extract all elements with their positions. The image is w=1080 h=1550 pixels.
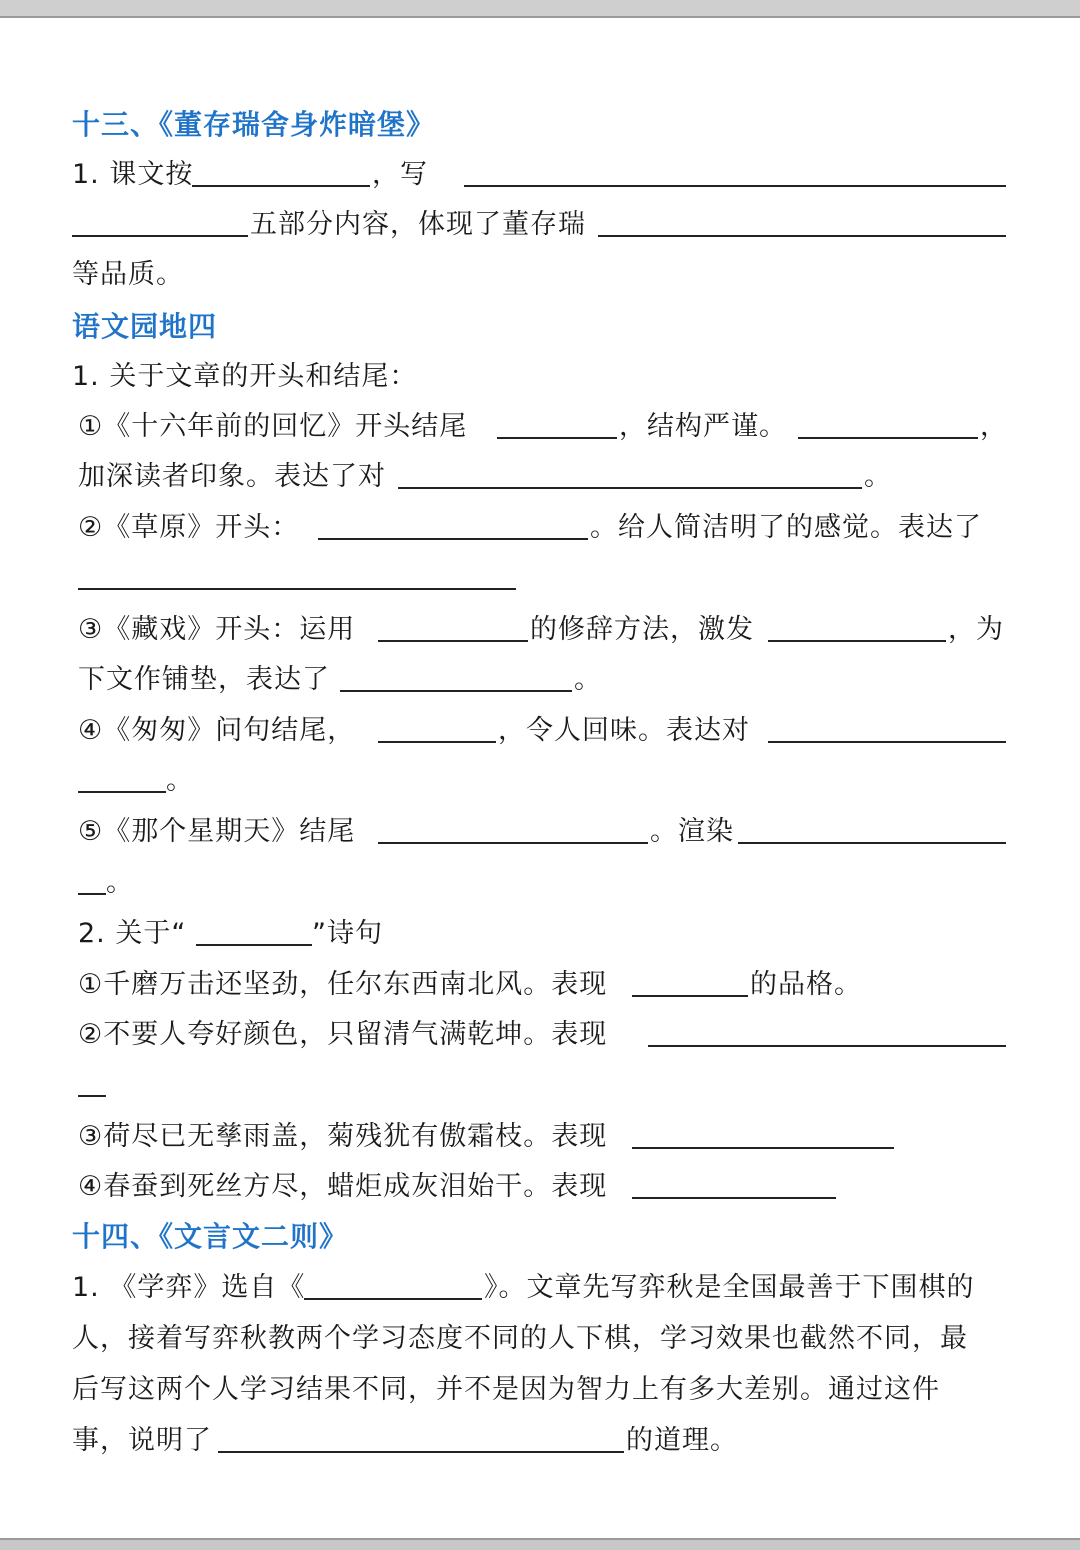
g4-q1-i1-blank-2[interactable] xyxy=(798,410,978,444)
g4-q2-text-2: ”诗句 xyxy=(312,918,383,949)
g4-q1-i5-text-2: 。渲染 xyxy=(650,816,734,847)
g4-q1-i4-text-2: ，令人回味。表达对 xyxy=(498,715,750,746)
s14-q1-text-2: 》。文章先写弈秋是全国最善于下围棋的 xyxy=(484,1272,975,1303)
g4-q1-i2-text-2: 。给人简洁明了的感觉。表达了 xyxy=(590,512,982,543)
s13-q1-blank-3[interactable] xyxy=(72,208,248,242)
g4-q1-i4-text-1: ④《匆匆》问句结尾， xyxy=(78,715,356,746)
section-14-heading: 十四、《文言文二则》 xyxy=(72,1220,349,1253)
g4-q1-title: 1. 关于文章的开头和结尾： xyxy=(72,361,418,392)
g4-q2-i2-blank-1[interactable] xyxy=(648,1018,1006,1052)
s13-q1-blank-2[interactable] xyxy=(464,158,1006,192)
g4-q1-i1-text-2: ，结构严谨。 xyxy=(619,411,787,442)
g4-q1-i3-blank-1[interactable] xyxy=(378,613,528,647)
bottom-edge-bar xyxy=(0,1538,1080,1550)
g4-q1-i3-text-3: ，为 xyxy=(948,614,1004,645)
s14-q1-text-4: 的道理。 xyxy=(626,1425,738,1456)
g4-q1-i1-text-5: 。 xyxy=(864,461,892,492)
g4-q1-i5-text-3: 。 xyxy=(106,867,134,898)
g4-q1-i1-text-3: ， xyxy=(980,411,1008,442)
g4-q2-i2-blank-2[interactable] xyxy=(78,1068,106,1102)
g4-q2-i1-text-1: ①千磨万击还坚劲，任尔东西南北风。表现 xyxy=(78,969,608,1000)
g4-q1-i3-blank-3[interactable] xyxy=(340,663,572,697)
g4-q1-i5-blank-2[interactable] xyxy=(738,815,1006,849)
g4-q1-i1-blank-3[interactable] xyxy=(398,460,862,494)
s14-q1-line-3: 后写这两个人学习结果不同，并不是因为智力上有多大差别。通过这件 xyxy=(72,1374,940,1405)
g4-q1-i1-text-1: ①《十六年前的回忆》开头结尾 xyxy=(78,411,468,442)
g4-q1-i3-text-4: 下文作铺垫，表达了 xyxy=(78,664,330,695)
s14-q1-line-2: 人，接着写弈秋教两个学习态度不同的人下棋，学习效果也截然不同，最 xyxy=(72,1323,968,1354)
g4-q2-text-1: 2. 关于“ xyxy=(78,918,187,949)
s14-q1-text-3: 事，说明了 xyxy=(72,1425,212,1456)
g4-q1-i5-text-1: ⑤《那个星期天》结尾 xyxy=(78,816,356,847)
section-13-heading: 十三、《董存瑞舍身炸暗堡》 xyxy=(72,108,436,141)
g4-q2-i3-text-1: ③荷尽已无孳雨盖，菊残犹有傲霜枝。表现 xyxy=(78,1121,608,1152)
g4-q1-i3-text-5: 。 xyxy=(574,664,602,695)
s13-q1-text-4: 等品质。 xyxy=(72,259,184,290)
g4-q2-i1-blank-1[interactable] xyxy=(632,968,748,1002)
g4-q1-i4-text-3: 。 xyxy=(166,765,194,796)
g4-q2-i3-blank-1[interactable] xyxy=(632,1120,894,1154)
g4-q2-i2-text-1: ②不要人夸好颜色，只留清气满乾坤。表现 xyxy=(78,1019,608,1050)
g4-q2-i4-blank-1[interactable] xyxy=(632,1170,836,1204)
g4-q1-i4-blank-1[interactable] xyxy=(378,714,496,748)
g4-q1-i3-blank-2[interactable] xyxy=(768,613,946,647)
g4-q1-i4-blank-3[interactable] xyxy=(78,764,166,798)
garden-4-heading: 语文园地四 xyxy=(72,310,218,343)
g4-q2-blank-1[interactable] xyxy=(196,917,312,951)
s13-q1-text-3: 五部分内容，体现了董存瑞 xyxy=(250,209,586,240)
g4-q1-i2-blank-2[interactable] xyxy=(78,561,516,595)
g4-q2-i4-text-1: ④春蚕到死丝方尽，蜡炬成灰泪始干。表现 xyxy=(78,1171,608,1202)
g4-q1-i5-blank-3[interactable] xyxy=(78,866,106,900)
g4-q1-i1-text-4: 加深读者印象。表达了对 xyxy=(78,461,386,492)
s14-q1-text-1: 1. 《学弈》选自《 xyxy=(72,1272,306,1303)
s14-q1-blank-1[interactable] xyxy=(304,1271,482,1305)
s14-q1-blank-2[interactable] xyxy=(218,1424,624,1458)
g4-q1-i2-blank-1[interactable] xyxy=(318,511,588,545)
g4-q2-i1-text-2: 的品格。 xyxy=(750,969,862,1000)
s13-q1-text-1: 1. 课文按 xyxy=(72,159,194,190)
s13-q1-blank-1[interactable] xyxy=(192,158,370,192)
g4-q1-i3-text-1: ③《藏戏》开头：运用 xyxy=(78,614,356,645)
s13-q1-text-2: ，写 xyxy=(372,159,428,190)
g4-q1-i4-blank-2[interactable] xyxy=(768,714,1006,748)
g4-q1-i3-text-2: 的修辞方法，激发 xyxy=(530,614,754,645)
s13-q1-blank-4[interactable] xyxy=(598,208,1006,242)
g4-q1-i1-blank-1[interactable] xyxy=(497,410,617,444)
g4-q1-i2-text-1: ②《草原》开头： xyxy=(78,512,300,543)
g4-q1-i5-blank-1[interactable] xyxy=(378,815,648,849)
